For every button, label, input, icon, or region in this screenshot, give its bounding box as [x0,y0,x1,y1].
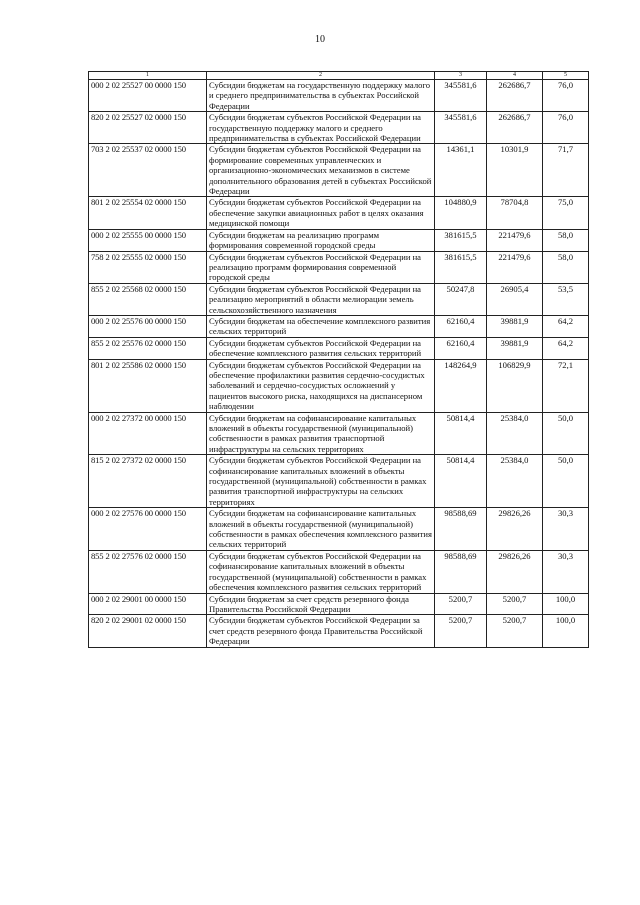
percent-cell: 58,0 [543,229,589,251]
actual-amount-cell: 29826,26 [487,508,543,551]
actual-amount-cell: 25384,0 [487,412,543,455]
percent-cell: 50,0 [543,455,589,508]
actual-amount-cell: 26905,4 [487,283,543,315]
description-cell: Субсидии бюджетам субъектов Российской Федерации за счет средств резервного фонда Правительства Российской Федерации [207,615,435,647]
planned-amount-cell: 345581,6 [435,80,487,112]
actual-amount-cell: 78704,8 [487,197,543,229]
description-cell: Субсидии бюджетам субъектов Российской Федерации на обеспечение закупки авиационных работ в целях оказания медицинской помощи [207,197,435,229]
budget-code-cell: 801 2 02 25586 02 0000 150 [89,359,207,412]
actual-amount-cell: 5200,7 [487,593,543,615]
actual-amount-cell: 39881,9 [487,315,543,337]
description-cell: Субсидии бюджетам субъектов Российской Федерации на софинансирование капитальных вложений в объекты государственной (муниципальной) собственности в рамках обеспечения комплексного развития сельских территорий [207,550,435,593]
actual-amount-cell: 221479,6 [487,251,543,283]
budget-table [88,71,589,648]
description-cell: Субсидии бюджетам на софинансирование капитальных вложений в объекты государственной (муниципальной) собственности в рамках обеспечения комплексного развития сельских территорий [207,508,435,551]
actual-amount-cell: 29826,26 [487,550,543,593]
column-header-percent: 5 [543,72,589,80]
planned-amount-cell: 50814,4 [435,412,487,455]
table-row [89,229,589,251]
table-row [89,455,589,508]
percent-cell: 53,5 [543,283,589,315]
budget-code-cell: 855 2 02 27576 02 0000 150 [89,550,207,593]
budget-code-cell: 703 2 02 25537 02 0000 150 [89,144,207,197]
budget-code-cell: 758 2 02 25555 02 0000 150 [89,251,207,283]
description-cell: Субсидии бюджетам субъектов Российской Федерации на государственную поддержку малого и среднего предпринимательства в субъектах Российской Федерации [207,112,435,144]
table-row [89,80,589,112]
actual-amount-cell: 262686,7 [487,80,543,112]
percent-cell: 76,0 [543,112,589,144]
budget-code-cell: 000 2 02 25576 00 0000 150 [89,315,207,337]
budget-code-cell: 820 2 02 25527 02 0000 150 [89,112,207,144]
actual-amount-cell: 5200,7 [487,615,543,647]
planned-amount-cell: 62160,4 [435,315,487,337]
budget-code-cell: 000 2 02 25555 00 0000 150 [89,229,207,251]
planned-amount-cell: 5200,7 [435,615,487,647]
table-row [89,337,589,359]
planned-amount-cell: 104880,9 [435,197,487,229]
actual-amount-cell: 106829,9 [487,359,543,412]
table-row [89,412,589,455]
actual-amount-cell: 25384,0 [487,455,543,508]
actual-amount-cell: 10301,9 [487,144,543,197]
table-row [89,251,589,283]
percent-cell: 75,0 [543,197,589,229]
planned-amount-cell: 98588,69 [435,508,487,551]
description-cell: Субсидии бюджетам субъектов Российской Федерации на реализацию программ формирования современной городской среды [207,251,435,283]
planned-amount-cell: 62160,4 [435,337,487,359]
table-row [89,508,589,551]
description-cell: Субсидии бюджетам на обеспечение комплексного развития сельских территорий [207,315,435,337]
percent-cell: 50,0 [543,412,589,455]
percent-cell: 30,3 [543,508,589,551]
percent-cell: 64,2 [543,315,589,337]
description-cell: Субсидии бюджетам за счет средств резервного фонда Правительства Российской Федерации [207,593,435,615]
description-cell: Субсидии бюджетам субъектов Российской Федерации на реализацию мероприятий в области мелиорации земель сельскохозяйственного назначения [207,283,435,315]
table-row [89,359,589,412]
planned-amount-cell: 14361,1 [435,144,487,197]
table-row [89,315,589,337]
budget-code-cell: 000 2 02 27372 00 0000 150 [89,412,207,455]
budget-code-cell: 000 2 02 25527 00 0000 150 [89,80,207,112]
page-number: 10 [315,34,325,45]
percent-cell: 100,0 [543,593,589,615]
percent-cell: 100,0 [543,615,589,647]
planned-amount-cell: 50247,8 [435,283,487,315]
column-header-code: 1 [89,72,207,80]
percent-cell: 76,0 [543,80,589,112]
budget-code-cell: 855 2 02 25576 02 0000 150 [89,337,207,359]
table-row [89,593,589,615]
column-header-fact: 4 [487,72,543,80]
percent-cell: 72,1 [543,359,589,412]
column-header-plan: 3 [435,72,487,80]
budget-code-cell: 820 2 02 29001 02 0000 150 [89,615,207,647]
percent-cell: 58,0 [543,251,589,283]
table-body [89,80,589,648]
planned-amount-cell: 381615,5 [435,251,487,283]
table-row [89,112,589,144]
budget-code-cell: 000 2 02 27576 00 0000 150 [89,508,207,551]
budget-code-cell: 000 2 02 29001 00 0000 150 [89,593,207,615]
percent-cell: 30,3 [543,550,589,593]
budget-code-cell: 855 2 02 25568 02 0000 150 [89,283,207,315]
table-row [89,615,589,647]
planned-amount-cell: 381615,5 [435,229,487,251]
table-row [89,283,589,315]
percent-cell: 71,7 [543,144,589,197]
description-cell: Субсидии бюджетам субъектов Российской Федерации на обеспечение профилактики развития сердечно-сосудистых заболеваний и сердечно-сосудистых осложнений у пациентов высокого риска, находящихся на диспансерном наблюдении [207,359,435,412]
description-cell: Субсидии бюджетам на государственную поддержку малого и среднего предпринимательства в субъектах Российской Федерации [207,80,435,112]
actual-amount-cell: 221479,6 [487,229,543,251]
table-row [89,144,589,197]
table-row [89,197,589,229]
percent-cell: 64,2 [543,337,589,359]
planned-amount-cell: 50814,4 [435,455,487,508]
description-cell: Субсидии бюджетам субъектов Российской Федерации на софинансирование капитальных вложений в объекты государственной (муниципальной) собственности в рамках развития транспортной инфраструктуры на сельских территориях [207,455,435,508]
budget-code-cell: 801 2 02 25554 02 0000 150 [89,197,207,229]
actual-amount-cell: 39881,9 [487,337,543,359]
column-header-name: 2 [207,72,435,80]
planned-amount-cell: 5200,7 [435,593,487,615]
actual-amount-cell: 262686,7 [487,112,543,144]
planned-amount-cell: 98588,69 [435,550,487,593]
budget-code-cell: 815 2 02 27372 02 0000 150 [89,455,207,508]
description-cell: Субсидии бюджетам субъектов Российской Федерации на формирование современных управленческих и организационно-экономических механизмов в системе дополнительного образования детей в субъектах Российской Федерации [207,144,435,197]
description-cell: Субсидии бюджетам на реализацию программ формирования современной городской среды [207,229,435,251]
table-header-row [89,72,589,80]
planned-amount-cell: 148264,9 [435,359,487,412]
planned-amount-cell: 345581,6 [435,112,487,144]
description-cell: Субсидии бюджетам на софинансирование капитальных вложений в объекты государственной (муниципальной) собственности в рамках развития транспортной инфраструктуры на сельских территориях [207,412,435,455]
description-cell: Субсидии бюджетам субъектов Российской Федерации на обеспечение комплексного развития сельских территорий [207,337,435,359]
table-row [89,550,589,593]
